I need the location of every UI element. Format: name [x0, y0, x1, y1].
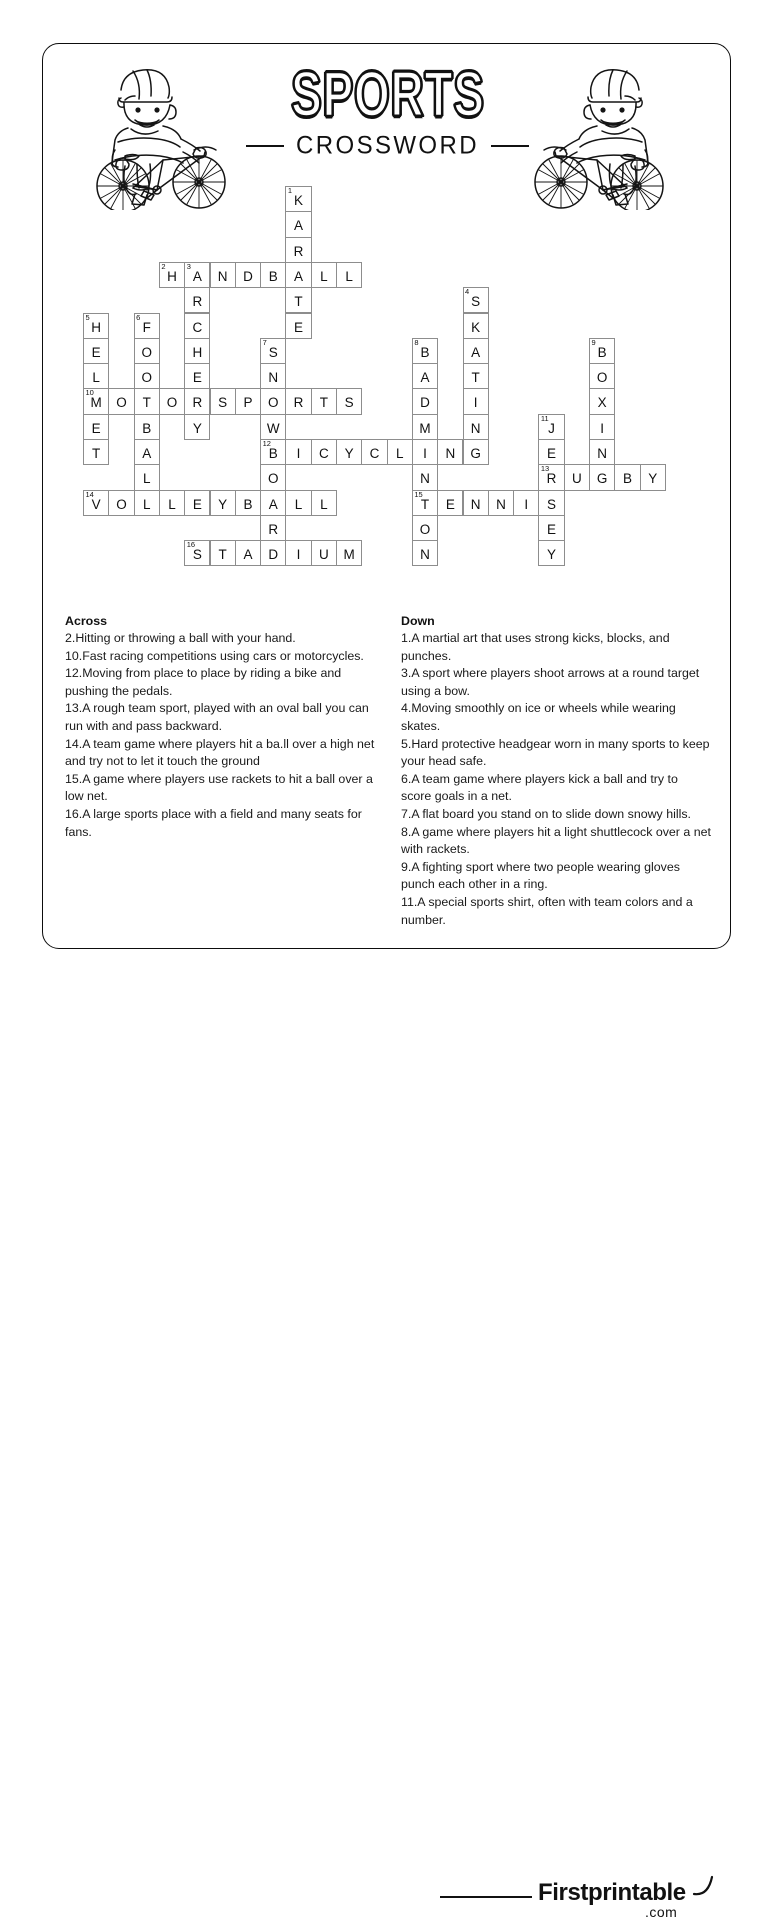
- cell-letter: O: [419, 521, 431, 537]
- crossword-cell[interactable]: [285, 287, 311, 313]
- crossword-cell[interactable]: [412, 388, 438, 414]
- crossword-cell[interactable]: [260, 262, 286, 288]
- crossword-cell[interactable]: [437, 439, 463, 465]
- crossword-cell[interactable]: [108, 490, 134, 516]
- cell-letter: N: [470, 496, 481, 512]
- cell-number: 15: [414, 489, 423, 499]
- crossword-cell[interactable]: [235, 490, 261, 516]
- cell-number: 7: [262, 337, 267, 347]
- cell-letter: S: [268, 344, 278, 360]
- cell-letter: E: [445, 496, 455, 512]
- cell-letter: H: [167, 268, 177, 284]
- crossword-cell[interactable]: [134, 313, 160, 339]
- cell-letter: N: [217, 268, 228, 284]
- cell-letter: D: [243, 268, 253, 284]
- crossword-cell[interactable]: [336, 262, 362, 288]
- cell-letter: N: [496, 496, 506, 512]
- crossword-cell[interactable]: [285, 262, 311, 288]
- crossword-cell[interactable]: [589, 464, 615, 490]
- crossword-cell[interactable]: [488, 490, 514, 516]
- crossword-cell[interactable]: [412, 439, 438, 465]
- crossword-cell[interactable]: [437, 490, 463, 516]
- cell-letter: G: [596, 471, 608, 487]
- cell-letter: B: [243, 496, 253, 512]
- down-clue: 11.A special sports shirt, often with team colors and a number.: [401, 894, 693, 927]
- cell-letter: A: [142, 446, 152, 461]
- crossword-cell[interactable]: [589, 414, 615, 440]
- cell-letter: E: [192, 496, 202, 512]
- cell-letter: M: [419, 420, 431, 436]
- cell-letter: J: [548, 420, 555, 436]
- cell-letter: Y: [648, 471, 658, 487]
- crossword-cell[interactable]: [361, 439, 387, 465]
- cell-number: 10: [85, 388, 94, 398]
- crossword-cell[interactable]: [412, 464, 438, 490]
- cell-letter: N: [420, 471, 430, 487]
- cell-letter: K: [294, 193, 304, 208]
- crossword-cell[interactable]: [285, 490, 311, 516]
- cell-letter: P: [243, 395, 253, 411]
- down-clue: 3.A sport where players shoot arrows at a round target using a bow.: [401, 666, 700, 698]
- crossword-cell[interactable]: [184, 414, 210, 440]
- crossword-cell[interactable]: [260, 439, 286, 465]
- across-clue: 16.A large sports place with a field and many seats for fans.: [65, 806, 362, 839]
- cell-letter: L: [92, 370, 100, 386]
- cell-number: 11: [540, 413, 549, 423]
- cell-letter: G: [470, 446, 481, 461]
- across-clue: 13.A rough team sport, played with an oval ball you can run with and pass backward.: [65, 701, 369, 733]
- across-clues-column: [65, 614, 375, 841]
- crossword-cell[interactable]: [412, 414, 438, 440]
- down-clue: 1.A martial art that uses strong kicks, blocks, and punches.: [401, 631, 670, 663]
- cell-letter: Y: [547, 547, 557, 563]
- crossword-cell[interactable]: [463, 388, 489, 414]
- across-clue: 15.A game where players use rackets to hit a ball over a low net.: [65, 771, 373, 804]
- crossword-cell[interactable]: [235, 388, 261, 414]
- cell-letter: R: [293, 395, 304, 411]
- cell-letter: A: [294, 268, 304, 284]
- crossword-cell[interactable]: [184, 313, 210, 339]
- crossword-cell[interactable]: [614, 464, 640, 490]
- cell-letter: L: [294, 496, 303, 512]
- crossword-cell[interactable]: [260, 540, 286, 566]
- crossword-cell[interactable]: [134, 439, 160, 465]
- cell-letter: E: [192, 370, 202, 386]
- cell-letter: O: [141, 370, 152, 386]
- across-clue: 10.Fast racing competitions using cars or motorcycles.: [65, 648, 364, 663]
- cell-letter: L: [320, 496, 328, 512]
- crossword-cell[interactable]: [285, 237, 311, 263]
- crossword-cell[interactable]: [159, 262, 185, 288]
- cell-letter: M: [343, 547, 355, 563]
- cell-letter: L: [142, 471, 151, 487]
- crossword-cell[interactable]: [285, 540, 311, 566]
- crossword-cell[interactable]: [134, 414, 160, 440]
- crossword-cell[interactable]: [184, 262, 210, 288]
- cell-letter: A: [192, 268, 202, 284]
- cell-letter: A: [268, 496, 278, 512]
- cell-number: 12: [262, 439, 271, 448]
- cell-letter: T: [142, 395, 151, 411]
- worksheet-header: [43, 44, 732, 184]
- cell-letter: Y: [218, 496, 228, 512]
- cell-number: 3: [186, 261, 191, 271]
- crossword-cell[interactable]: [83, 338, 109, 364]
- down-clue: 5.Hard protective headgear worn in many sports to keep your head safe.: [401, 736, 710, 769]
- crossword-cell[interactable]: [564, 464, 590, 490]
- cell-letter: S: [471, 294, 481, 310]
- crossword-cell[interactable]: [387, 439, 413, 465]
- crossword-cell[interactable]: [285, 186, 311, 212]
- cell-letter: E: [91, 344, 101, 360]
- cell-letter: X: [597, 395, 607, 411]
- crossword-cell[interactable]: [412, 338, 438, 364]
- crossword-cell[interactable]: [260, 490, 286, 516]
- cell-letter: T: [92, 446, 101, 461]
- cell-letter: R: [293, 243, 304, 259]
- crossword-cell[interactable]: [134, 490, 160, 516]
- down-clue: 9.A fighting sport where two people wearing gloves punch each other in a ring.: [401, 859, 680, 892]
- cell-letter: O: [267, 471, 279, 487]
- cell-letter: L: [142, 496, 151, 512]
- crossword-cell[interactable]: [184, 363, 210, 389]
- cell-letter: N: [470, 420, 481, 436]
- crossword-cell[interactable]: [463, 287, 489, 313]
- cell-letter: I: [423, 446, 427, 461]
- cell-letter: T: [218, 547, 227, 563]
- cell-letter: O: [166, 395, 178, 411]
- cell-letter: T: [420, 496, 430, 512]
- crossword-cell[interactable]: [134, 363, 160, 389]
- crossword-cell[interactable]: [640, 464, 666, 490]
- cell-number: 9: [591, 337, 596, 347]
- subtitle-row: [208, 132, 568, 160]
- cell-letter: C: [192, 319, 203, 335]
- cell-letter: R: [192, 395, 203, 411]
- cell-letter: S: [344, 395, 354, 411]
- cell-letter: R: [268, 521, 279, 537]
- cell-number: 2: [161, 261, 166, 271]
- cell-number: 6: [136, 312, 141, 322]
- crossword-cell[interactable]: [412, 540, 438, 566]
- crossword-cell[interactable]: [463, 363, 489, 389]
- crossword-cell[interactable]: [538, 464, 564, 490]
- crossword-cell[interactable]: [311, 490, 337, 516]
- crossword-cell[interactable]: [463, 338, 489, 364]
- brand-swoosh-icon: [692, 1874, 718, 1900]
- cell-letter: N: [597, 446, 608, 461]
- cell-letter: A: [243, 547, 253, 563]
- cell-letter: E: [547, 446, 557, 461]
- crossword-cell[interactable]: [260, 338, 286, 364]
- down-clue: 4.Moving smoothly on ice or wheels while wearing skates.: [401, 701, 676, 733]
- cell-letter: O: [596, 370, 608, 386]
- crossword-cell[interactable]: [260, 515, 286, 541]
- subtitle-dash-right: [491, 145, 529, 147]
- cell-letter: U: [318, 547, 329, 563]
- crossword-cell[interactable]: [463, 414, 489, 440]
- cell-letter: O: [116, 395, 127, 411]
- cell-letter: D: [268, 547, 279, 563]
- crossword-cell[interactable]: [83, 439, 109, 465]
- cell-letter: Y: [344, 446, 354, 461]
- cell-letter: T: [319, 395, 328, 411]
- crossword-cell[interactable]: [463, 490, 489, 516]
- cell-letter: L: [168, 496, 176, 512]
- cell-letter: A: [471, 344, 481, 360]
- cell-letter: L: [320, 268, 328, 284]
- crossword-cell[interactable]: [538, 515, 564, 541]
- cell-letter: B: [268, 446, 278, 461]
- crossword-cell[interactable]: [210, 540, 236, 566]
- crossword-cell[interactable]: [513, 490, 539, 516]
- crossword-cell[interactable]: [235, 540, 261, 566]
- cell-letter: B: [268, 268, 278, 284]
- across-clue: 14.A team game where players hit a ba.ll over a high net and try not to let it touch the ground: [65, 736, 375, 769]
- cell-letter: N: [268, 370, 279, 386]
- down-heading: Down: [401, 614, 435, 628]
- crossword-cell[interactable]: [184, 338, 210, 364]
- cell-number: 13: [540, 464, 550, 474]
- brand-name: Firstprintable: [538, 1879, 686, 1906]
- cell-letter: K: [471, 319, 481, 335]
- cell-letter: E: [91, 420, 101, 436]
- cell-letter: H: [91, 319, 102, 335]
- crossword-cell[interactable]: [210, 262, 236, 288]
- page-subtitle: CROSSWORD: [296, 131, 479, 160]
- cell-number: 14: [85, 489, 94, 499]
- brand-tld: .com: [645, 1904, 678, 1920]
- cell-letter: Y: [192, 420, 202, 436]
- crossword-cell[interactable]: [336, 388, 362, 414]
- crossword-cell[interactable]: [134, 338, 160, 364]
- crossword-cell[interactable]: [260, 388, 286, 414]
- crossword-cell[interactable]: [83, 313, 109, 339]
- crossword-cell[interactable]: [210, 388, 236, 414]
- cell-letter: C: [369, 446, 380, 461]
- crossword-cell[interactable]: [260, 363, 286, 389]
- crossword-cell[interactable]: [159, 490, 185, 516]
- cell-letter: L: [395, 446, 404, 461]
- crossword-cell[interactable]: [260, 414, 286, 440]
- crossword-cell[interactable]: [311, 540, 337, 566]
- cell-letter: T: [471, 370, 480, 386]
- crossword-cell[interactable]: [83, 414, 109, 440]
- crossword-cell[interactable]: [589, 363, 615, 389]
- cell-letter: O: [116, 496, 127, 512]
- down-clue: 8.A game where players hit a light shuttlecock over a net with rackets.: [401, 824, 711, 857]
- across-heading: Across: [65, 614, 108, 628]
- cell-letter: T: [294, 294, 303, 310]
- crossword-cell[interactable]: [538, 540, 564, 566]
- crossword-cell[interactable]: [184, 540, 210, 566]
- down-clue: 6.A team game where players kick a ball and try to score goals in a net.: [401, 771, 678, 804]
- cell-number: 8: [414, 337, 419, 347]
- cell-letter: L: [345, 268, 353, 284]
- crossword-cell[interactable]: [311, 439, 337, 465]
- worksheet-sheet-border: [42, 43, 731, 949]
- crossword-grid[interactable]: [83, 186, 693, 586]
- crossword-cell[interactable]: [83, 363, 109, 389]
- cell-letter: I: [296, 446, 301, 461]
- cell-letter: B: [142, 420, 152, 436]
- crossword-cell[interactable]: [134, 464, 160, 490]
- crossword-cell[interactable]: [589, 388, 615, 414]
- crossword-cell[interactable]: [184, 287, 210, 313]
- cell-letter: U: [571, 471, 582, 487]
- cell-letter: B: [420, 344, 430, 360]
- crossword-cell[interactable]: [159, 388, 185, 414]
- crossword-cell[interactable]: [412, 363, 438, 389]
- cell-number: 1: [287, 186, 293, 195]
- cell-letter: O: [267, 395, 279, 411]
- down-clues-column: [401, 614, 711, 929]
- crossword-cell[interactable]: [83, 388, 109, 414]
- crossword-cell[interactable]: [336, 439, 362, 465]
- crossword-cell[interactable]: [184, 490, 210, 516]
- cell-letter: N: [445, 446, 456, 461]
- page-title: SPORTS: [290, 57, 485, 130]
- crossword-cell[interactable]: [311, 388, 337, 414]
- subtitle-dash-left: [246, 145, 284, 147]
- cell-letter: B: [597, 344, 607, 360]
- page-footer: [0, 938, 773, 1920]
- crossword-cell[interactable]: [463, 313, 489, 339]
- footer-rule: [440, 1896, 532, 1898]
- crossword-cell[interactable]: [311, 262, 337, 288]
- crossword-cell[interactable]: [412, 515, 438, 541]
- cell-letter: R: [192, 294, 203, 310]
- crossword-cell[interactable]: [589, 439, 615, 465]
- crossword-cell[interactable]: [412, 490, 438, 516]
- crossword-cell[interactable]: [538, 490, 564, 516]
- cell-number: 4: [465, 287, 470, 297]
- cell-letter: R: [546, 471, 557, 487]
- cell-letter: S: [218, 395, 228, 411]
- cell-letter: E: [294, 319, 304, 335]
- down-clue: 7.A flat board you stand on to slide down snowy hills.: [401, 806, 691, 821]
- crossword-cell[interactable]: [285, 313, 311, 339]
- across-clue: 12.Moving from place to place by riding a bike and pushing the pedals.: [65, 666, 342, 698]
- crossword-cell[interactable]: [108, 388, 134, 414]
- crossword-cell[interactable]: [538, 414, 564, 440]
- cell-letter: H: [192, 344, 203, 360]
- crossword-cell[interactable]: [184, 388, 210, 414]
- cell-letter: E: [547, 521, 557, 537]
- crossword-cell[interactable]: [235, 262, 261, 288]
- cell-letter: A: [420, 370, 430, 386]
- cell-letter: D: [420, 395, 430, 411]
- cell-letter: I: [473, 395, 478, 411]
- cell-letter: V: [91, 496, 101, 512]
- crossword-cell[interactable]: [285, 439, 311, 465]
- cell-letter: O: [141, 344, 152, 360]
- cell-letter: F: [142, 319, 151, 335]
- across-clue: 2.Hitting or throwing a ball with your hand.: [65, 631, 296, 645]
- crossword-cell[interactable]: [538, 439, 564, 465]
- cell-letter: I: [296, 547, 301, 563]
- crossword-cell[interactable]: [336, 540, 362, 566]
- title-block: [208, 57, 568, 160]
- cell-letter: S: [547, 496, 557, 512]
- crossword-cell[interactable]: [285, 211, 311, 237]
- cell-letter: W: [266, 420, 280, 436]
- cell-letter: I: [600, 420, 605, 436]
- cell-letter: I: [524, 496, 529, 512]
- cell-letter: S: [192, 547, 202, 563]
- cell-number: 16: [186, 540, 196, 550]
- cell-letter: A: [294, 218, 304, 234]
- crossword-cell[interactable]: [285, 388, 311, 414]
- crossword-cell[interactable]: [260, 464, 286, 490]
- crossword-cell[interactable]: [83, 490, 109, 516]
- cell-number: 5: [85, 312, 90, 322]
- cell-letter: C: [318, 446, 329, 461]
- cell-letter: M: [90, 395, 102, 411]
- cell-letter: N: [420, 547, 430, 563]
- crossword-cell[interactable]: [210, 490, 236, 516]
- cell-letter: B: [622, 471, 632, 487]
- crossword-cell[interactable]: [589, 338, 615, 364]
- crossword-cell[interactable]: [463, 439, 489, 465]
- crossword-cell[interactable]: [134, 388, 160, 414]
